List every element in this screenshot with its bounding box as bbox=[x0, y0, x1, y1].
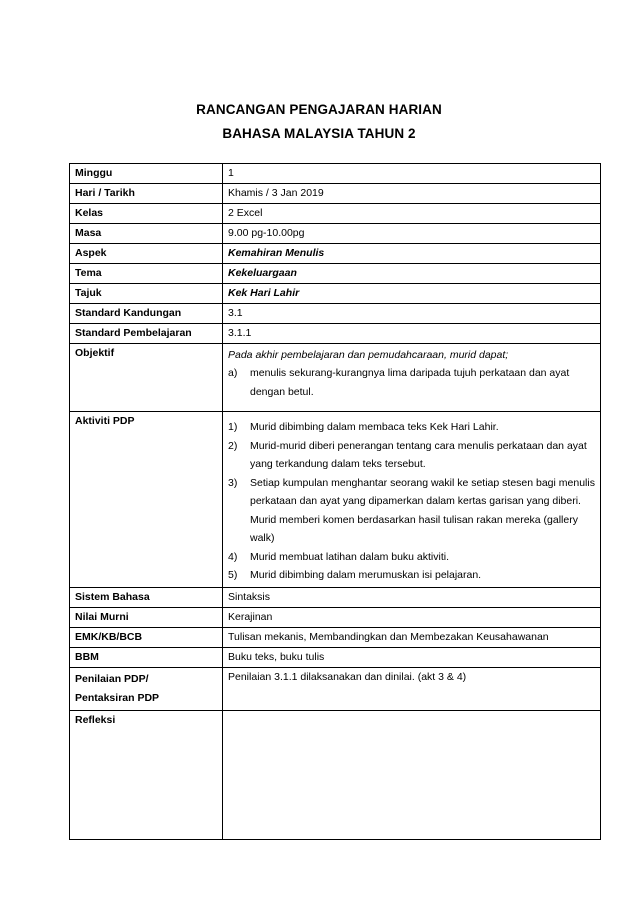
list-marker: 4) bbox=[228, 550, 238, 563]
table-row bbox=[70, 412, 601, 588]
row-label-kelas: Kelas bbox=[70, 204, 223, 224]
title-line-2: BAHASA MALAYSIA TAHUN 2 bbox=[222, 126, 416, 141]
table-row bbox=[70, 304, 601, 324]
document-title bbox=[0, 98, 638, 146]
row-value-nilai: Kerajinan bbox=[223, 607, 601, 627]
list-item-text: Murid-murid diberi penerangan tentang cara menulis perkataan dan ayat yang terkandung dalam teks tersebut. bbox=[250, 439, 587, 470]
row-label-masa: Masa bbox=[70, 224, 223, 244]
row-label-bbm: BBM bbox=[70, 647, 223, 667]
lesson-plan-table bbox=[69, 163, 601, 840]
list-item bbox=[228, 548, 596, 567]
row-value-aktiviti bbox=[223, 412, 601, 588]
row-value-sk: 3.1 bbox=[223, 304, 601, 324]
row-value-refleksi bbox=[223, 710, 601, 839]
row-label-sk: Standard Kandungan bbox=[70, 304, 223, 324]
objektif-list bbox=[228, 364, 596, 401]
row-value-aspek: Kemahiran Menulis bbox=[223, 244, 601, 264]
row-value-bbm: Buku teks, buku tulis bbox=[223, 647, 601, 667]
list-marker: 3) bbox=[228, 476, 238, 489]
row-value-hari: Khamis / 3 Jan 2019 bbox=[223, 184, 601, 204]
table-row bbox=[70, 164, 601, 184]
list-marker: 5) bbox=[228, 569, 238, 581]
table-row bbox=[70, 244, 601, 264]
row-label-refleksi: Refleksi bbox=[70, 710, 223, 839]
table-row bbox=[70, 264, 601, 284]
row-value-masa: 9.00 pg-10.00pg bbox=[223, 224, 601, 244]
row-label-penilaian bbox=[70, 667, 223, 710]
row-label-sistem: Sistem Bahasa bbox=[70, 587, 223, 607]
row-value-objektif bbox=[223, 344, 601, 412]
list-marker: 1) bbox=[228, 421, 238, 433]
list-marker: a) bbox=[228, 367, 238, 379]
row-value-emk: Tulisan mekanis, Membandingkan dan Membezakan Keusahawanan bbox=[223, 627, 601, 647]
row-label-aktiviti: Aktiviti PDP bbox=[70, 412, 223, 588]
list-marker: 2) bbox=[228, 439, 238, 452]
list-item-text: Setiap kumpulan menghantar seorang wakil ke setiap stesen bagi menulis perkataan dan ayat yang dipamerkan dalam kertas garisan yang diberi. Murid memberi komen berdasarkan hasil tulisan rakan mereka (gallery walk) bbox=[250, 476, 595, 544]
row-value-tajuk: Kek Hari Lahir bbox=[223, 284, 601, 304]
row-label-emk: EMK/KB/BCB bbox=[70, 627, 223, 647]
list-item bbox=[228, 474, 596, 548]
row-label-minggu: Minggu bbox=[70, 164, 223, 184]
objektif-intro: Pada akhir pembelajaran dan pemudahcaraan, murid dapat; bbox=[228, 349, 509, 361]
row-value-kelas: 2 Excel bbox=[223, 204, 601, 224]
table-row bbox=[70, 344, 601, 412]
penilaian-label-line-1: Penilaian PDP/ bbox=[75, 672, 149, 685]
row-value-sp: 3.1.1 bbox=[223, 324, 601, 344]
row-value-tema: Kekeluargaan bbox=[223, 264, 601, 284]
table-row bbox=[70, 667, 601, 710]
table-row bbox=[70, 224, 601, 244]
list-item-text: Murid dibimbing dalam membaca teks Kek Hari Lahir. bbox=[250, 421, 499, 433]
row-value-penilaian: Penilaian 3.1.1 dilaksanakan dan dinilai. (akt 3 & 4) bbox=[223, 667, 601, 710]
penilaian-label-line-2: Pentaksiran PDP bbox=[75, 691, 160, 704]
table-row bbox=[70, 587, 601, 607]
table-row bbox=[70, 607, 601, 627]
table-row bbox=[70, 184, 601, 204]
row-label-tema: Tema bbox=[70, 264, 223, 284]
table-row bbox=[70, 710, 601, 839]
table-row bbox=[70, 324, 601, 344]
list-item bbox=[228, 437, 596, 474]
row-label-objektif: Objektif bbox=[70, 344, 223, 412]
row-label-tajuk: Tajuk bbox=[70, 284, 223, 304]
title-line-1: RANCANGAN PENGAJARAN HARIAN bbox=[196, 102, 442, 117]
list-item-text: Murid membuat latihan dalam buku aktiviti. bbox=[250, 550, 450, 563]
table-row bbox=[70, 647, 601, 667]
list-item bbox=[228, 418, 596, 437]
row-label-aspek: Aspek bbox=[70, 244, 223, 264]
row-label-nilai: Nilai Murni bbox=[70, 607, 223, 627]
list-item bbox=[228, 566, 596, 585]
list-item-text: menulis sekurang-kurangnya lima daripada tujuh perkataan dan ayat dengan betul. bbox=[250, 367, 570, 398]
row-label-hari: Hari / Tarikh bbox=[70, 184, 223, 204]
row-value-sistem: Sintaksis bbox=[223, 587, 601, 607]
table-row bbox=[70, 627, 601, 647]
list-item-text: Murid dibimbing dalam merumuskan isi pelajaran. bbox=[250, 569, 482, 581]
aktiviti-list bbox=[228, 418, 596, 585]
table-row bbox=[70, 284, 601, 304]
row-label-sp: Standard Pembelajaran bbox=[70, 324, 223, 344]
row-value-minggu: 1 bbox=[223, 164, 601, 184]
list-item bbox=[228, 364, 596, 401]
table-row bbox=[70, 204, 601, 224]
